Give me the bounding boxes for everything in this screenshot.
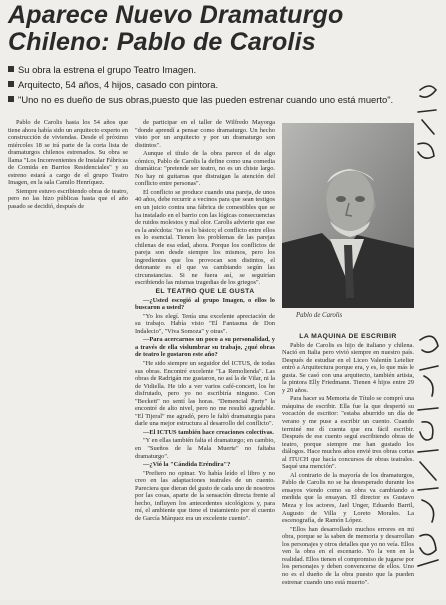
interview-answer: "Y en ellas también falta el dramaturgo; en cambio, en "Sueños de la Mala Muerte" no faltaba dramaturgo". xyxy=(135,437,275,460)
interview-answer: "Prefiero no opinar. Yo había leído el libro y no creo en las adaptaciones teatrales de un cuento. Pareciera que dieran del gusto de cada uno de nosotros por las cosas, aparte de la sensación directa frente al hecho, influyen los antecedentes sicológicos y, para mí, el ambiente que tiene el tratamiento por el cuento de García Márquez era un excelente cuento". xyxy=(135,469,276,522)
author-photo xyxy=(282,123,414,308)
interview-answer: "Yo los elegí. Tenía una excelente apreciación de su trabajo. Había visto "El Fantasma de Don Indalecio", "Viva Somoza" y otras". xyxy=(135,312,275,335)
deck-list xyxy=(8,62,413,107)
paragraph: Al contrario de la mayoría de los dramaturgos, Pablo de Carolis no se ha desesperado durante los ensayos viendo como su obra va cambiando a medida que la ensayan. El director es Gustavo Meza y los actores, Jael Unger, Eduardo Barril, Augusto de Villa y Loreto Morales. La escenografía, de Ramón López. xyxy=(282,471,414,525)
subhead-maquina: LA MAQUINA DE ESCRIBIR xyxy=(299,333,397,340)
headline xyxy=(8,2,413,56)
photo-caption: Pablo de Carolis xyxy=(296,312,343,319)
portrait-image xyxy=(282,123,414,308)
paragraph: Pablo de Carolis es hijo de italiano y chilena. Nació en Italia pero vivió siempre en nuestro país. Después de estudiar en el Liceo Valentín Letelier entró a Arquitectura porque era, y es, lo que más le gusta. Se casó con una arquitecto, también artista, la pintora Elly Friedmann. Tienen 4 hijos entre 29 y 20 años. xyxy=(282,341,414,394)
article-column-2 xyxy=(135,119,275,523)
interview-question: —El ICTUS también hace creaciones colectivas. xyxy=(143,428,274,436)
interview-answer: "He sido siempre un seguidor del ICTUS, de todas sus obras. Encontré excelente "La Remolienda". Las obras de Radrigán me gustaron, no así la de Vilar, ni la de Vidiella. He ido a ver varios café-concert, los he disfrutado, pero yo no escribiría ninguno. Con "Beckett" no sentí las horas. "Demencial Party" la encontré de alto nivel, pero no me resultó agradable. "El Tijeral" me agradó, pero le faltó dramaturgia para darle una mejor estructura al desarrollo del conflicto". xyxy=(135,359,275,428)
paragraph: "Ellos han desarrollado muchos errores en mi obra, porque se la saben de memoria y desarrollan los personajes y otros detalles que yo no veía. Ellos ven la obra en el escenario. Yo la ven en la realidad. Ellos tienen el compromiso de jugarse por los personajes y deben convencerse de ellos. Uno no es el dueño de la obra puesto que la pueden estrenar cuando uno está muerto". xyxy=(282,525,414,586)
handwritten-archive-stamp xyxy=(410,60,446,600)
interview-qa xyxy=(135,297,275,523)
deck-text: Su obra la estrena el grupo Teatro Imagen. xyxy=(18,64,197,75)
paragraph: El conflicto se produce cuando una pareja, de unos 40 años, debe recurrir a vecinos para que sean testigos en un juicio contra una fábrica de comestibles que se ha instalado en el barrio con las lógicas consecuencias de ruidos molestos y mal olor. Carolis advierte que ese es la anécdota: "no es lo básico; el conflicto entre ellos es lo esencial. Tienen los problemas de las parejas chilenas de esa edad, ahora. Porque los conflictos de pareja son desde siempre los mismos, pero los ingredientes que los provocan son distintos, el detonante es el que va cambiando según las circunstancias. Si ne fuera así, se seguirían escribiendo las mismas tragedias de los griegos". xyxy=(135,188,275,287)
paragraph: de participar en el taller de Wilfredo Mayorga "donde aprendí a pensar como dramaturgo. Un hecho visto por un arquitecto y por un dramaturgo son distintos". xyxy=(135,119,275,149)
handwriting-mark-icon xyxy=(410,60,446,600)
paragraph: Pablo de Carolis hasta los 54 años que tiene ahora había sido un arquitecto experto en construcción de viviendas. Desde el próximo miércoles 18 se irá parte de la corta lista de dramaturgos chilenos estrenados. Su obra se llama "Los Inconvenientes de Instalar Fábricas de Comida en Barrios Residenciales" y su estreno estará a cargo de el grupo Teatro Imagen, en la sala Camilo Henríquez. xyxy=(8,119,128,187)
deck-item xyxy=(8,92,413,107)
headline-line-2: Chileno: Pablo de Carolis xyxy=(8,28,316,56)
bullet-square-icon xyxy=(8,96,14,102)
interview-question: —Para acercarnos un poco a su personalidad, y a través de ella vislumbrar su trabajo, ¿qué obras de teatro le gustaron este año? xyxy=(135,336,275,359)
deck-item xyxy=(8,77,413,92)
deck-text: Arquitecto, 54 años, 4 hijos, casado con pintora. xyxy=(18,79,219,90)
bullet-square-icon xyxy=(8,81,14,87)
deck-text: "Uno no es dueño de sus obras,puesto que las pueden estrenar cuando uno está muerto". xyxy=(18,94,394,105)
article-column-1 xyxy=(8,119,128,212)
subhead-teatro: EL TEATRO QUE LE GUSTA xyxy=(155,288,255,296)
paragraph: Aunque el título de la obra parece el de algo cómico, Pablo de Carolis la define como una comedia dramática: "pretende ser teatro, no es un chiste largo. No hay ni guitarras que distraigan la atención del conflicto entre personas". xyxy=(135,150,275,188)
paragraph: Siempre estuvo escribiendo obras de teatro, pero no las hizo públicas hasta que el año pasado se decidió, después de xyxy=(8,187,128,211)
interview-question: —¿Vió la "Cándida Eréndira"? xyxy=(143,461,231,469)
paragraph: Para hacer su Memoria de Título se compró una máquina de escribir. Ella fue la que despertó su vocación de escritor: "estaba aburrido un día de verano y me puse a escribir un cuento. Cuando terminé me dí cuenta que era fácil escribir. Después de ese cuento seguí escribiendo obras de teatro, porque siempre me han gustado los diálogos. Hace muchos años envié tres obras cortas al ITUCH que hacía concursos de obras teatrales. Saqué una mención". xyxy=(282,395,414,471)
deck-item xyxy=(8,62,413,77)
bullet-square-icon xyxy=(8,66,14,72)
interview-question: —¿Usted escogió al grupo Imagen, o ellos lo buscaron a usted? xyxy=(135,296,275,312)
headline-line-1: Aparece Nuevo Dramaturgo xyxy=(8,1,344,29)
article-column-3 xyxy=(282,333,414,587)
